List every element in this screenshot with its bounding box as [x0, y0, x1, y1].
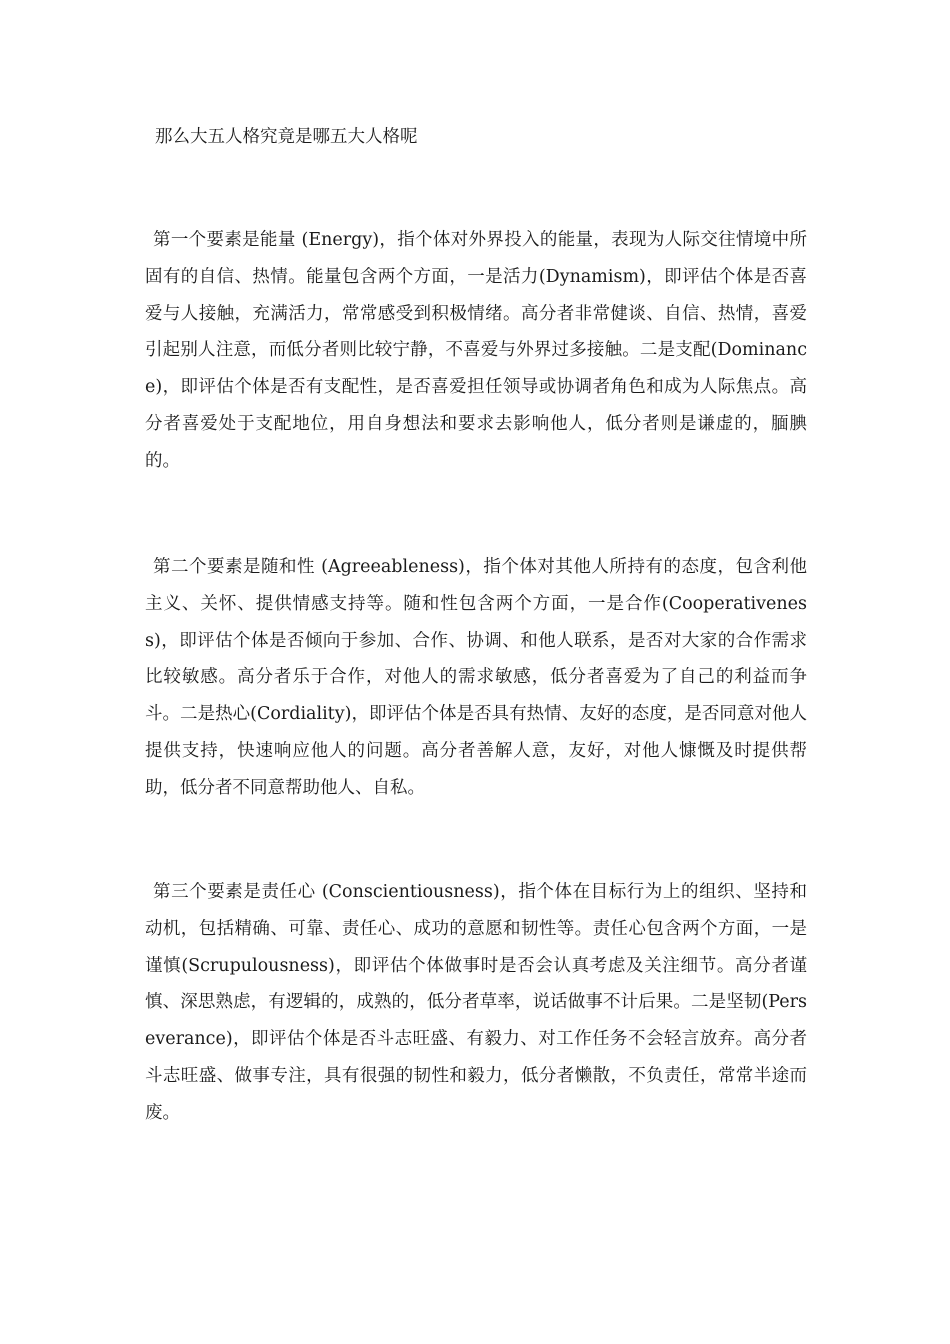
document-title: 那么大五人格究竟是哪五大人格呢: [155, 127, 418, 147]
paragraph-energy: 第一个要素是能量 (Energy)，指个体对外界投入的能量，表现为人际交往情境中所固有的自信、热情。能量包含两个方面，一是活力(Dynamism)，即评估个体是否喜爱与人接触，充满活力，常常感受到积极情绪。高分者非常健谈、自信、热情，喜爱引起别人注意，而低分者则比较宁静，不喜爱与外界过多接触。二是支配(Dominance)，即评估个体是否有支配性，是否喜爱担任领导或协调者角色和成为人际焦点。高分者喜爱处于支配地位，用自身想法和要求去影响他人，低分者则是谦虚的，腼腆的。: [145, 230, 807, 471]
paragraph-agreeableness: 第二个要素是随和性 (Agreeableness)，指个体对其他人所持有的态度，包含利他主义、关怀、提供情感支持等。随和性包含两个方面，一是合作(Cooperativeness)，即评估个体是否倾向于参加、合作、协调、和他人联系，是否对大家的合作需求比较敏感。高分者乐于合作，对他人的需求敏感，低分者喜爱为了自己的利益而争斗。二是热心(Cordiality)，即评估个体是否具有热情、友好的态度，是否同意对他人提供支持，快速响应他人的问题。高分者善解人意，友好，对他人慷慨及时提供帮助，低分者不同意帮助他人、自私。: [145, 557, 807, 798]
paragraph-conscientiousness: 第三个要素是责任心 (Conscientiousness)，指个体在目标行为上的组织、坚持和动机，包括精确、可靠、责任心、成功的意愿和韧性等。责任心包含两个方面，一是谨慎(Scrupulousness)，即评估个体做事时是否会认真考虑及关注细节。高分者谨慎、深思熟虑，有逻辑的，成熟的，低分者草率，说话做事不计后果。二是坚韧(Perseverance)，即评估个体是否斗志旺盛、有毅力、对工作任务不会轻言放弃。高分者斗志旺盛、做事专注，具有很强的韧性和毅力，低分者懒散，不负责任，常常半途而废。: [145, 882, 807, 1123]
